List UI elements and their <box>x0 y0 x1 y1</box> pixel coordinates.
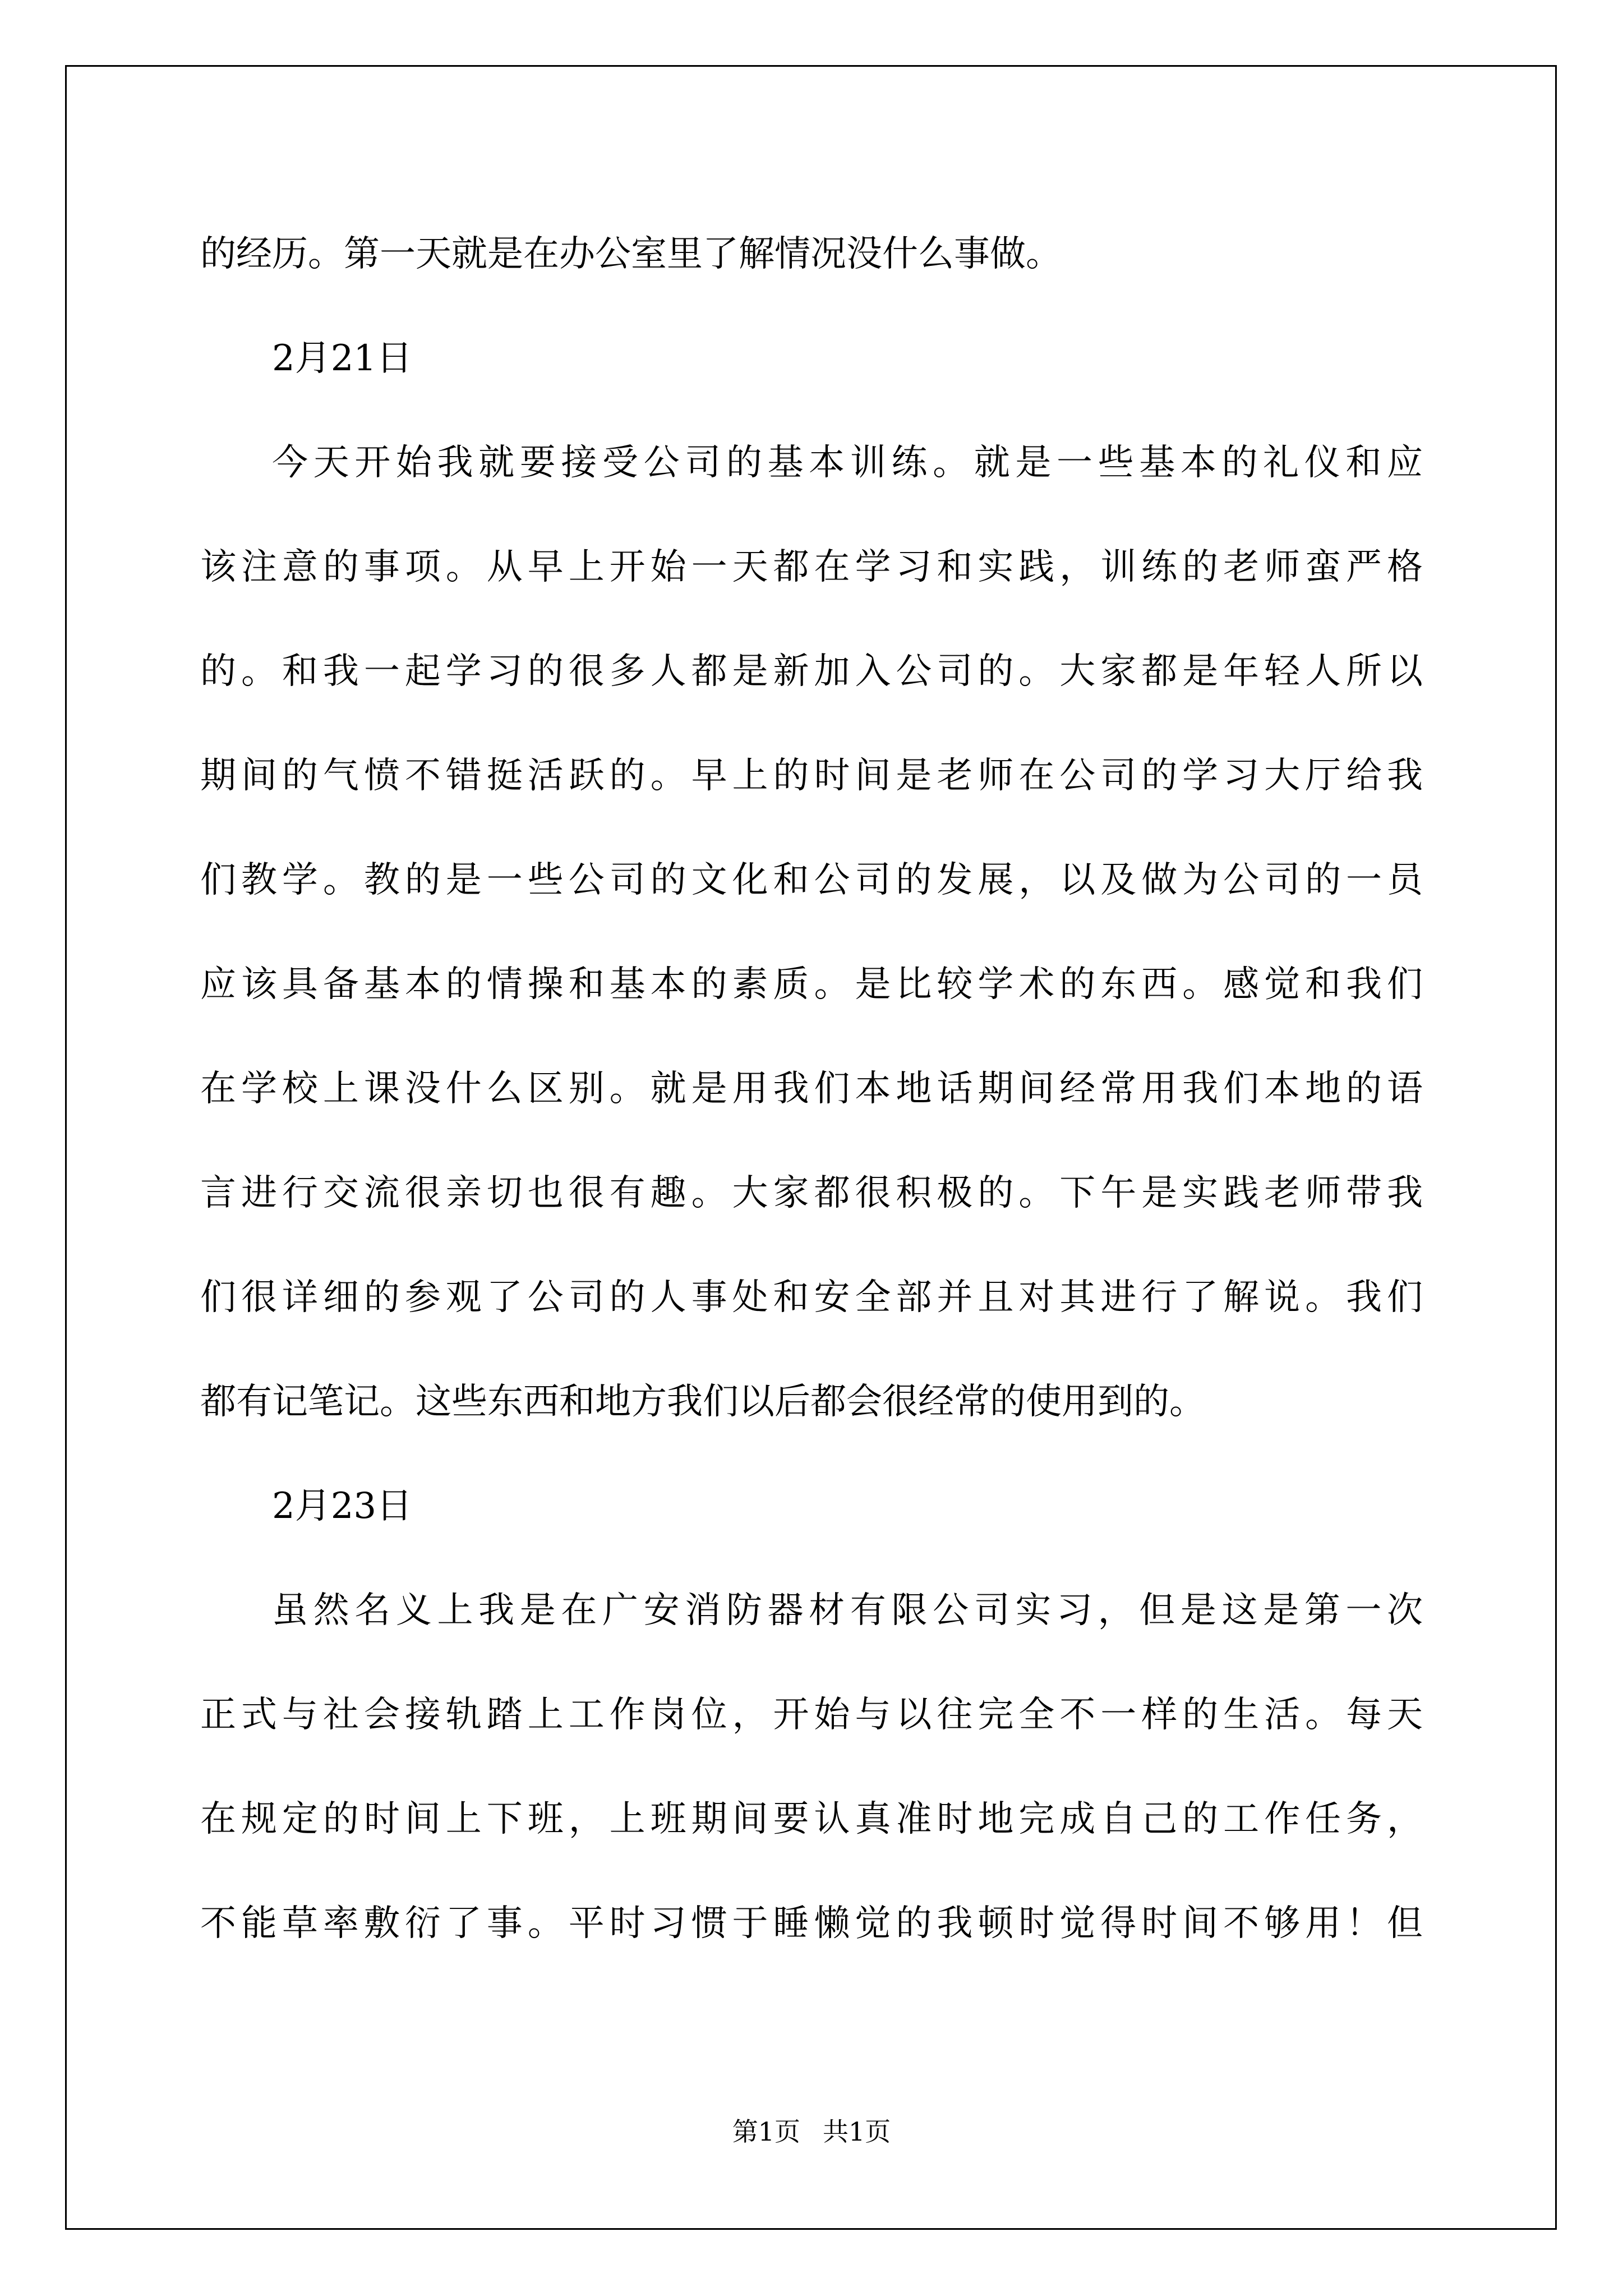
text-line: 期间的气愤不错挺活跃的。早上的时间是老师在公司的学习大厅给我 <box>200 755 1423 797</box>
page-footer <box>0 2115 1623 2148</box>
text-line: 都有记笔记。这些东西和地方我们以后都会很经常的使用到的。 <box>200 1381 1205 1423</box>
text-line: 不能草率敷衍了事。平时习惯于睡懒觉的我顿时觉得时间不够用！但 <box>200 1903 1423 1944</box>
text-line: 的。和我一起学习的很多人都是新加入公司的。大家都是年轻人所以 <box>200 651 1423 692</box>
text-line: 该注意的事项。从早上开始一天都在学习和实践，训练的老师蛮严格 <box>200 546 1423 588</box>
text-line: 言进行交流很亲切也很有趣。大家都很积极的。下午是实践老师带我 <box>200 1172 1423 1214</box>
date-heading: 2月21日 <box>272 338 413 379</box>
date-heading: 2月23日 <box>272 1485 413 1527</box>
page-total: 共1页 <box>823 2116 891 2147</box>
paragraph-first-line: 今天开始我就要接受公司的基本训练。就是一些基本的礼仪和应 <box>272 442 1423 484</box>
page-number: 第1页 <box>732 2116 800 2147</box>
text-line: 正式与社会接轨踏上工作岗位，开始与以往完全不一样的生活。每天 <box>200 1694 1423 1736</box>
paragraph-first-line: 虽然名义上我是在广安消防器材有限公司实习，但是这是第一次 <box>272 1590 1423 1631</box>
document-body <box>200 202 1423 1976</box>
text-line: 在学校上课没什么区别。就是用我们本地话期间经常用我们本地的语 <box>200 1068 1423 1110</box>
text-line: 的经历。第一天就是在办公室里了解情况没什么事做。 <box>200 233 1062 275</box>
text-line: 们教学。教的是一些公司的文化和公司的发展，以及做为公司的一员 <box>200 859 1423 901</box>
text-line: 们很详细的参观了公司的人事处和安全部并且对其进行了解说。我们 <box>200 1277 1423 1318</box>
text-line: 在规定的时间上下班，上班期间要认真准时地完成自己的工作任务， <box>200 1798 1423 1840</box>
text-line: 应该具备基本的情操和基本的素质。是比较学术的东西。感觉和我们 <box>200 964 1423 1005</box>
